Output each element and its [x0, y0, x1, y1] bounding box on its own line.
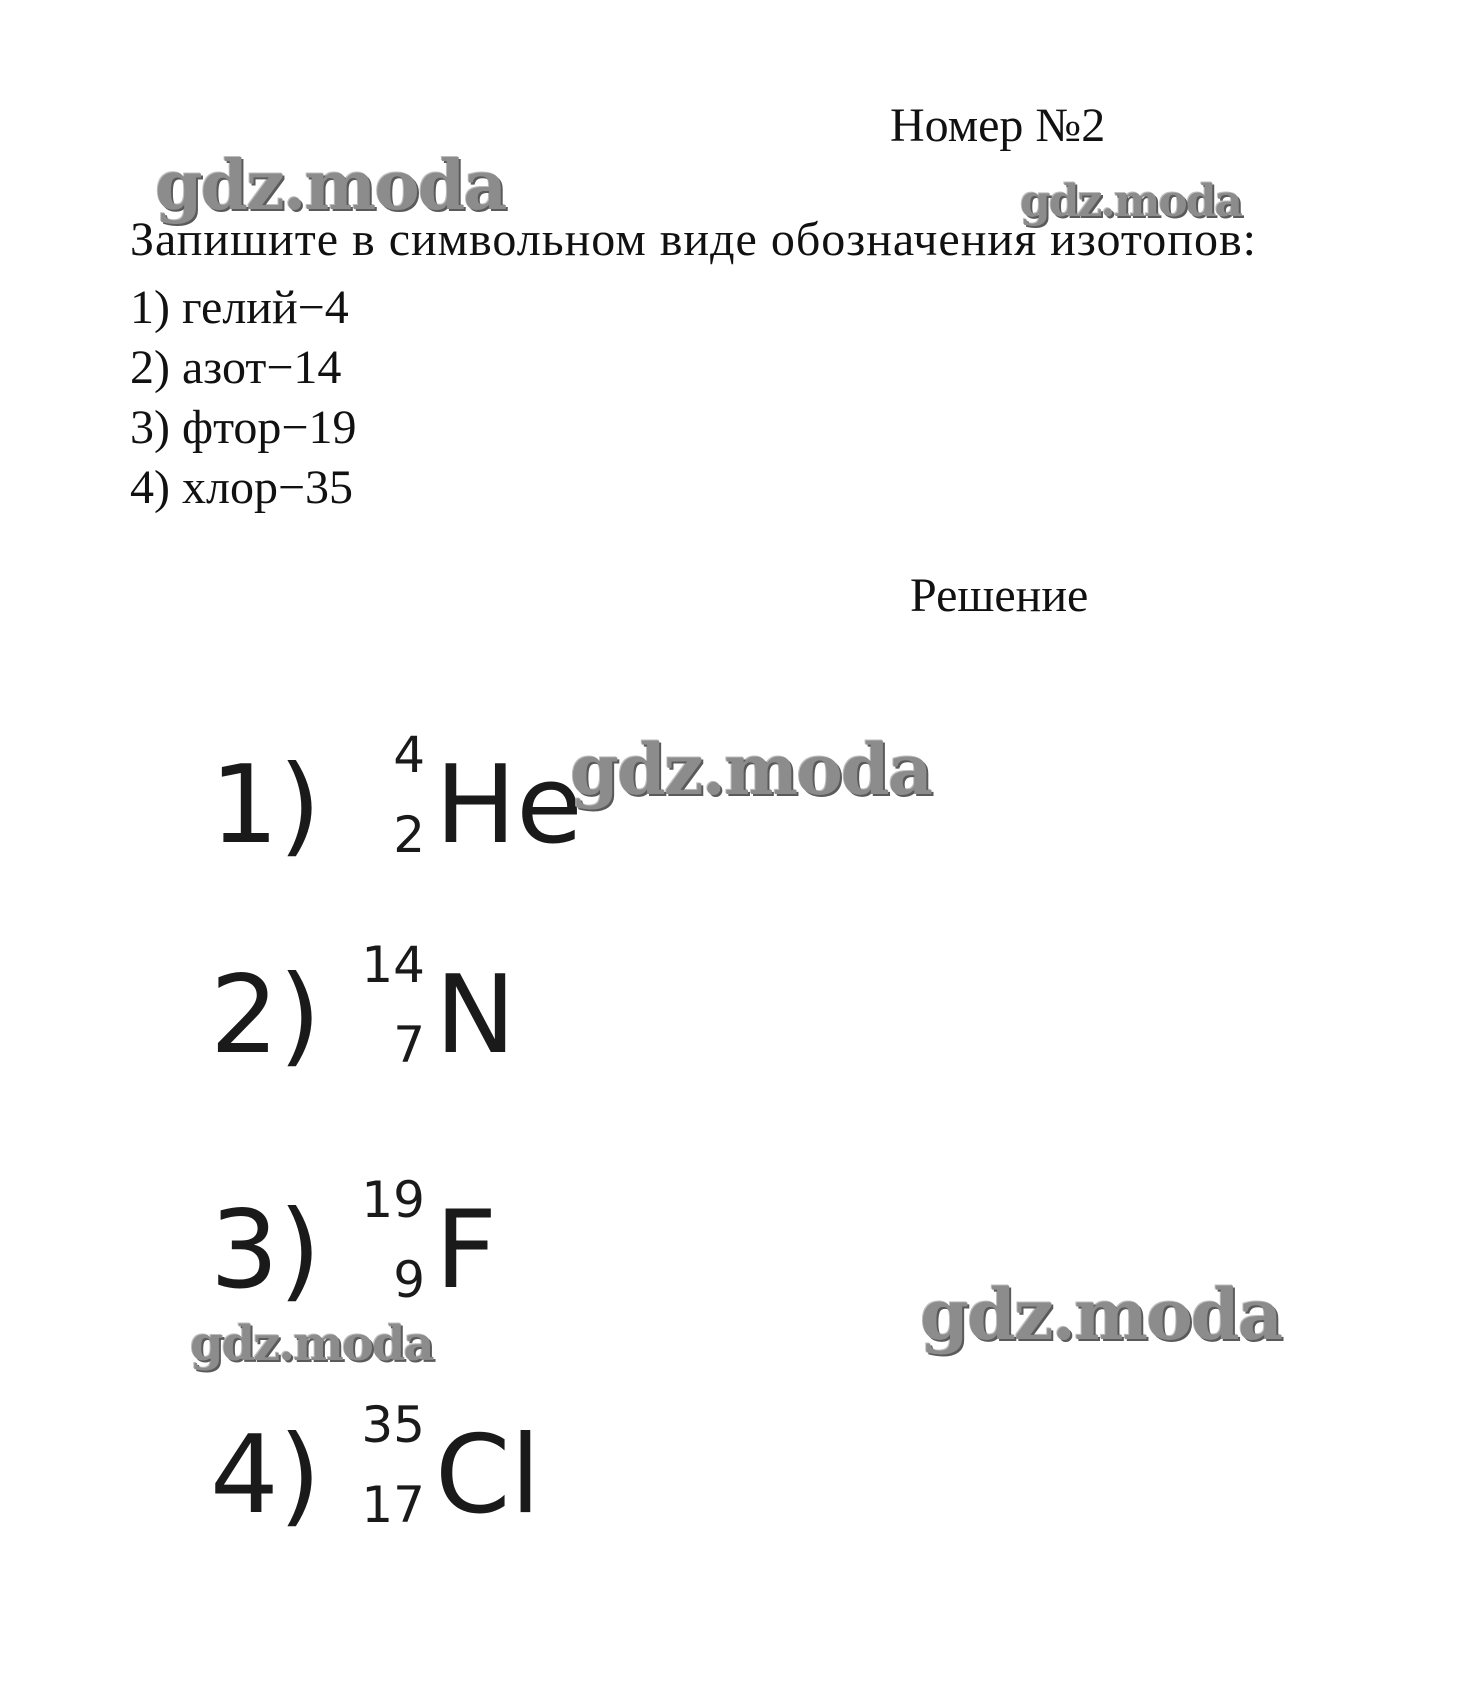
answer-number: 3) [210, 1188, 321, 1313]
problem-number-title: Номер №2 [890, 99, 1106, 152]
task-item-chlorine: 4) хлор−35 [130, 461, 354, 514]
answer-nitrogen [210, 936, 910, 1090]
nuclide-notation [350, 936, 770, 1090]
watermark: gdz.moda [155, 146, 506, 226]
element-symbol: N [435, 953, 516, 1078]
watermark: gdz.moda [190, 1316, 433, 1372]
atomic-number: 17 [361, 1476, 425, 1534]
mass-number: 4 [393, 726, 425, 784]
answer-number: 4) [210, 1413, 321, 1538]
nuclide-notation [350, 1171, 770, 1325]
mass-number: 14 [361, 936, 425, 994]
answer-number: 1) [210, 743, 321, 868]
watermark: gdz.moda [570, 728, 932, 811]
task-item-helium: 1) гелий−4 [130, 281, 349, 334]
nuclide-notation [350, 1396, 770, 1550]
task-statement: Запишите в символьном виде обозначения изотопов: [130, 213, 1257, 266]
answer-number: 2) [210, 953, 321, 1078]
task-item-nitrogen: 2) азот−14 [130, 341, 342, 394]
atomic-number: 2 [393, 806, 425, 864]
task-item-fluorine: 3) фтор−19 [130, 401, 357, 454]
mass-number: 19 [361, 1171, 425, 1229]
mass-number: 35 [361, 1396, 425, 1454]
element-symbol: Cl [435, 1413, 541, 1538]
element-symbol: He [435, 743, 583, 868]
solution-title: Решение [910, 569, 1089, 622]
watermark: gdz.moda [920, 1273, 1282, 1356]
answer-chlorine [210, 1396, 910, 1550]
watermark: gdz.moda [1020, 176, 1242, 227]
atomic-number: 7 [393, 1016, 425, 1074]
answer-fluorine [210, 1171, 910, 1325]
element-symbol: F [435, 1188, 498, 1313]
atomic-number: 9 [393, 1251, 425, 1309]
task-item-list [130, 278, 357, 518]
